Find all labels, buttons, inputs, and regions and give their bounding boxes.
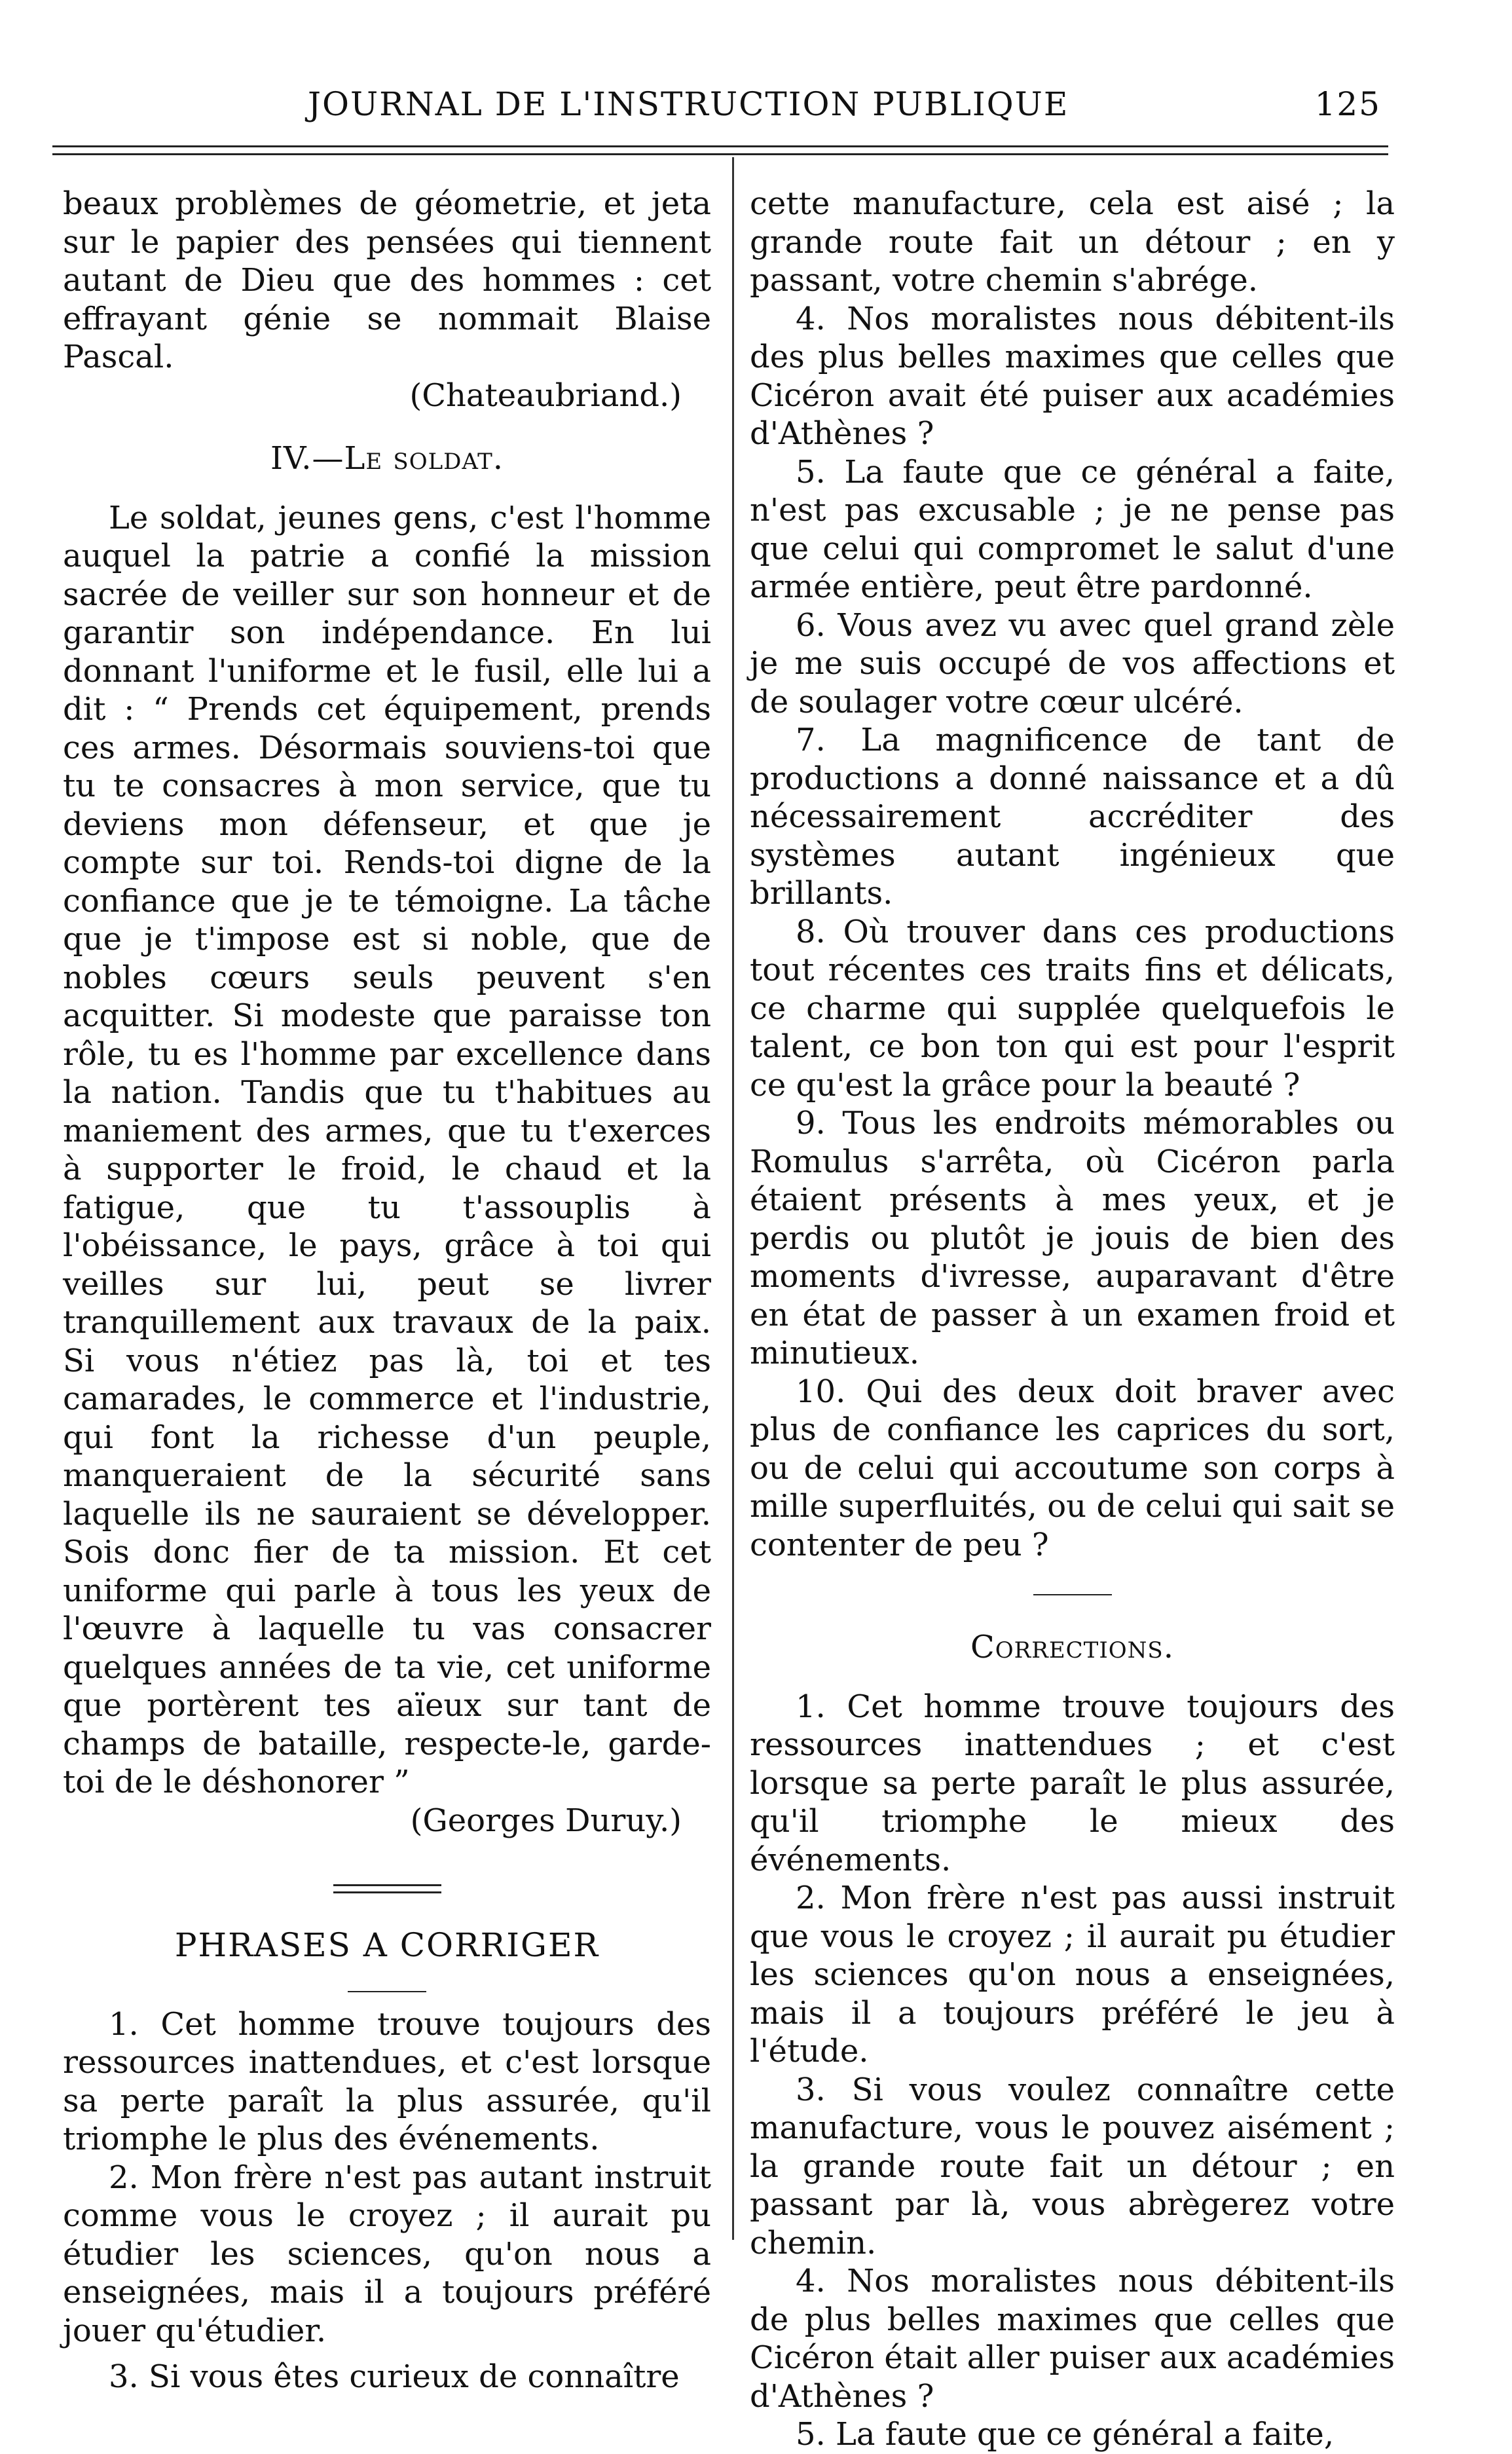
page-number: 125: [1314, 85, 1381, 123]
phrases-title: PHRASES A CORRIGER: [174, 1926, 600, 1964]
left-column: [63, 185, 711, 2396]
correction-item: 1. Cet homme trouve toujours des ressources inattendues ; et c'est lorsque sa perte paraît le plus assurée, qu'il triomphe le mieux des événements.: [750, 1688, 1395, 1878]
separator-rule: [1033, 1594, 1112, 1595]
corrections-heading: Corrections.: [970, 1629, 1174, 1665]
phrase-item: 8. Où trouver dans ces productions tout récentes ces traits fins et délicats, ce charme qui supplée quelquefois le talent, ce bon ton qui est pour l'esprit ce qu'est la grâce pour la beauté ?: [750, 913, 1395, 1104]
phrase-item: 9. Tous les endroits mémorables ou Romulus s'arrêta, où Cicéron parla étaient présents à mes yeux, et je perdis ou plutôt je jouis de bien des moments d'ivresse, auparavant d'être en état de passer à un examen froid et minutieux.: [750, 1105, 1395, 1371]
phrase-item: cette manufacture, cela est aisé ; la grande route fait un détour ; en y passant, votre chemin s'abrége.: [750, 185, 1395, 299]
pascal-paragraph: beaux problèmes de géometrie, et jeta sur le papier des pensées qui tiennent autant de Dieu que des hommes : cet effrayant génie se nommait Blaise Pascal.: [63, 185, 711, 375]
phrase-item: 7. La magnificence de tant de productions a donné naissance et a dû nécessairement accréditer des systèmes autant ingénieux que brillants.: [750, 722, 1395, 912]
running-head: [0, 85, 1512, 131]
journal-title: JOURNAL DE L'INSTRUCTION PUBLIQUE: [308, 85, 1069, 123]
right-column: [750, 185, 1395, 2454]
soldat-heading: IV.—Le soldat.: [270, 440, 504, 477]
correction-item: 4. Nos moralistes nous débitent-ils de plus belles maximes que celles que Cicéron était aller puiser aux académies d'Athènes ?: [750, 2263, 1395, 2415]
phrase-item: 4. Nos moralistes nous débitent-ils des plus belles maximes que celles que Cicéron avait été puiser aux académies d'Athènes ?: [750, 300, 1395, 452]
pascal-attribution: (Chateaubriand.): [409, 377, 682, 414]
phrase-item: 1. Cet homme trouve toujours des ressources inattendues, et c'est lorsque sa perte paraît la plus assurée, qu'il triomphe le plus des événements.: [63, 2005, 711, 2157]
section-rule: [333, 1884, 441, 1893]
title-rule: [348, 1991, 426, 1992]
phrase-item: 5. La faute que ce général a faite, n'est pas excusable ; je ne pense pas que celui qui compromet le salut d'une armée entière, peut être pardonné.: [750, 453, 1395, 605]
column-divider: [732, 157, 734, 2240]
soldat-paragraph: Le soldat, jeunes gens, c'est l'homme auquel la patrie a confié la mission sacrée de veiller sur son honneur et de garantir son indépendance. En lui donnant l'uniforme et le fusil, elle lui a dit : “ Prends cet équipement, prends ces armes. Désormais souviens-toi que tu te consacres à mon service, que tu deviens mon défenseur, et que je compte sur toi. Rends-toi digne de la confiance que je te témoigne. La tâche que je t'impose est si noble, que de nobles cœurs seuls peuvent s'en acquitter. Si modeste que paraisse ton rôle, tu es l'homme par excellence dans la nation. Tandis que tu t'habitues au maniement des armes, que tu t'exerces à supporter le froid, le chaud et la fatigue, que tu t'assouplis à l'obéissance, le pays, grâce à toi qui veilles sur lui, peut se livrer tranquillement aux travaux de la paix. Si vous n'étiez pas là, toi et tes camarades, le commerce et l'industrie, qui font la richesse d'un peuple, manqueraient de la sécurité sans laquelle ils ne sauraient se développer. Sois donc fier de ta mission. Et cet uniforme qui parle à tous les yeux de l'œuvre à laquelle tu vas consacrer quelques années de ta vie, cet uniforme que portèrent tes aïeux sur tant de champs de bataille, respecte-le, garde-toi de le déshonorer ”: [63, 499, 711, 1800]
correction-item: 5. La faute que ce général a faite,: [796, 2416, 1335, 2453]
phrase-item: 6. Vous avez vu avec quel grand zèle je me suis occupé de vos affections et de soulager votre cœur ulcéré.: [750, 606, 1395, 720]
phrase-item: 2. Mon frère n'est pas autant instruit comme vous le croyez ; il aurait pu étudier les sciences, qu'on nous a enseignées, mais il a toujours préféré jouer qu'étudier.: [63, 2159, 711, 2349]
correction-item: 3. Si vous voulez connaître cette manufacture, vous le pouvez aisément ; la grande route fait un détour ; en passant par là, vous abrègerez votre chemin.: [750, 2071, 1395, 2261]
header-rule: [52, 145, 1388, 155]
soldat-attribution: (Georges Duruy.): [410, 1802, 682, 1839]
correction-item: 2. Mon frère n'est pas aussi instruit que vous le croyez ; il aurait pu étudier les sciences qu'on nous a enseignées, mais il a toujours préféré le jeu à l'étude.: [750, 1880, 1395, 2070]
phrase-item: 10. Qui des deux doit braver avec plus de confiance les caprices du sort, ou de celui qui accoutume son corps à mille superfluités, ou de celui qui sait se contenter de peu ?: [750, 1373, 1395, 1563]
phrase-item: 3. Si vous êtes curieux de connaître: [109, 2358, 680, 2395]
